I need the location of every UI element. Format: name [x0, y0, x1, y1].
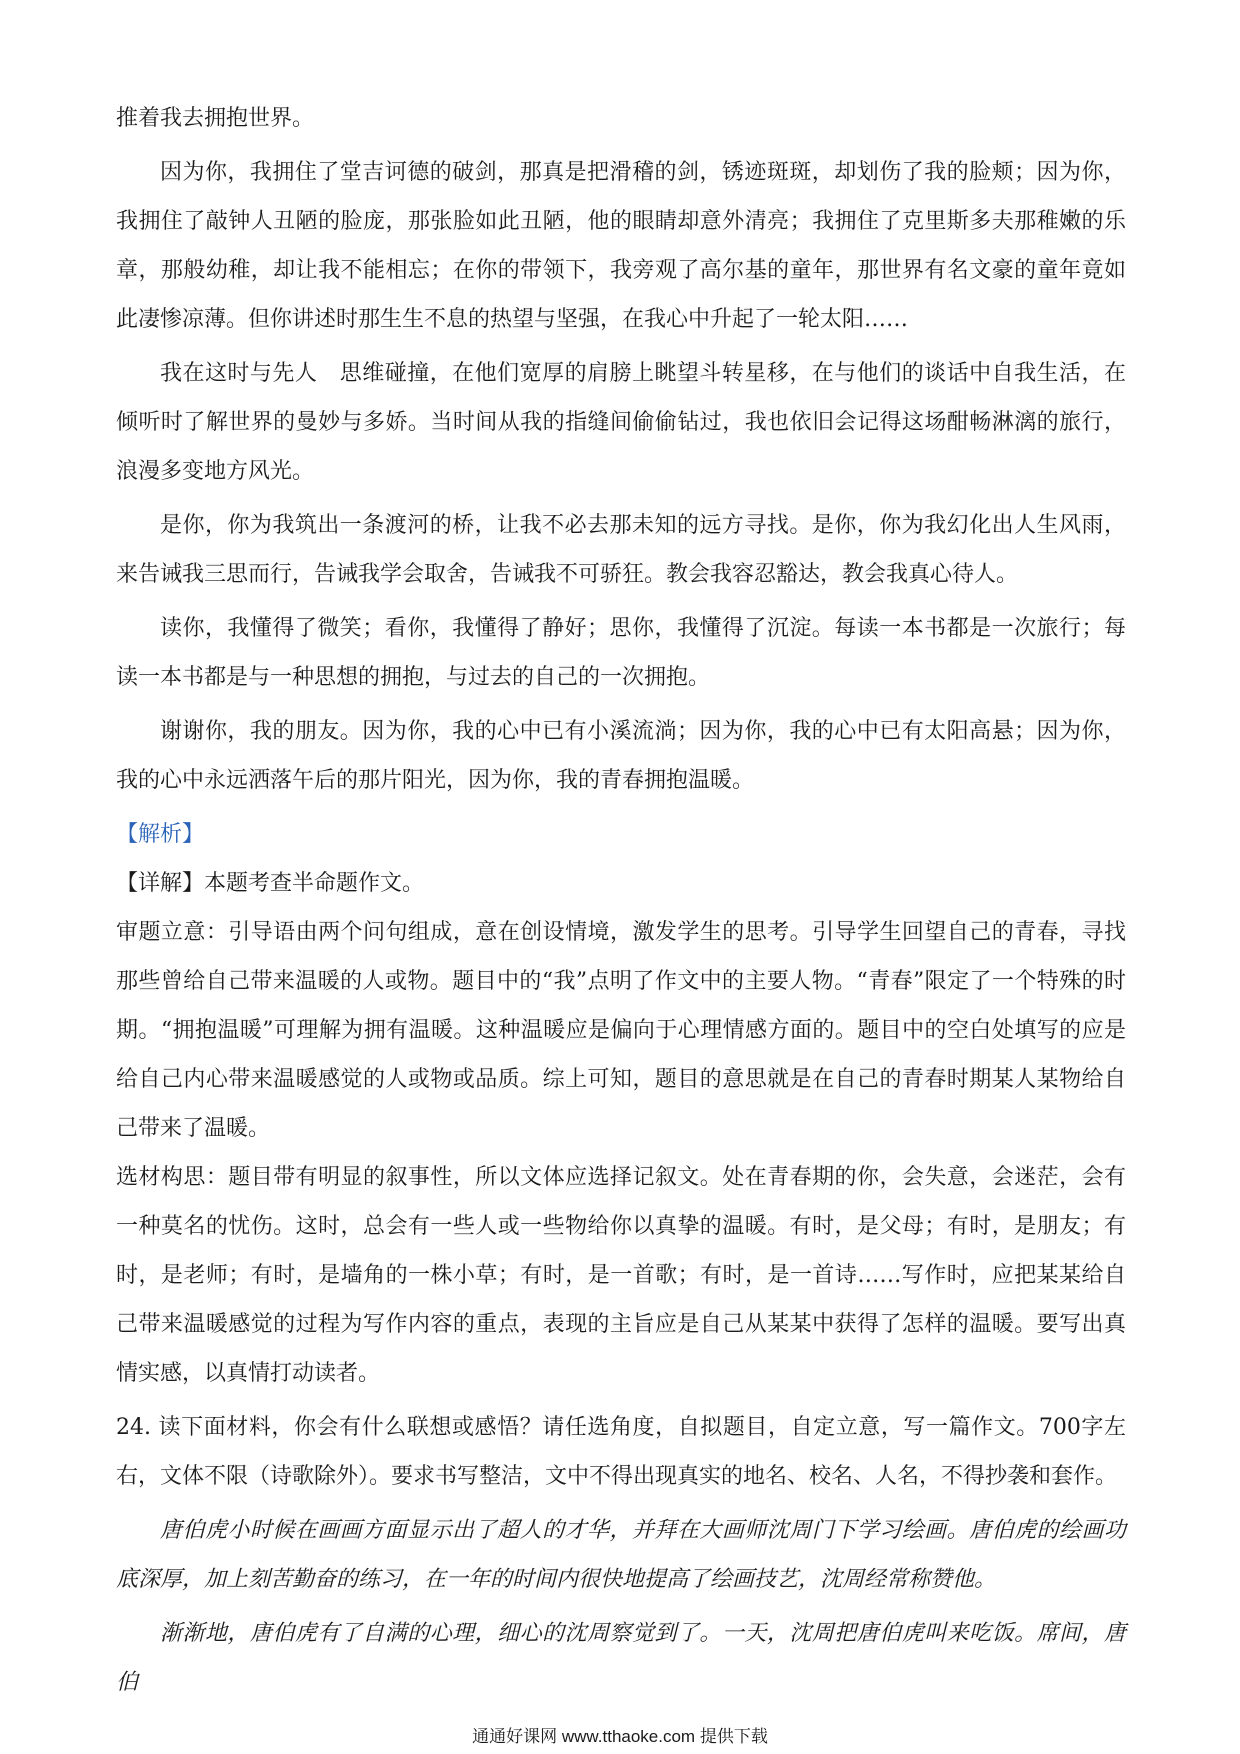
essay-paragraph: 我在这时与先人 思维碰撞，在他们宽厚的肩膀上眺望斗转星移，在与他们的谈话中自我生活，在倾听时了解世界的曼妙与多娇。当时间从我的指缝间偷偷钻过，我也依旧会记得这场酣畅淋漓的旅行，浪漫多变地方风光。	[116, 361, 1126, 484]
question-24-prompt: 24. 读下面材料，你会有什么联想或感悟？请任选角度，自拟题目，自定立意，写一篇作文。700字左右，文体不限（诗歌除外）。要求书写整洁，文中不得出现真实的地名、校名、人名，不得抄袭和套作。	[116, 1415, 1126, 1489]
page-footer: 通通好课网 www.tthaoke.com 提供下载	[472, 1727, 768, 1746]
analysis-heading: 【解析】	[116, 822, 205, 847]
essay-paragraph: 读你，我懂得了微笑；看你，我懂得了静好；思你，我懂得了沉淀。每读一本书都是一次旅行；每读一本书都是与一种思想的拥抱，与过去的自己的一次拥抱。	[116, 616, 1126, 690]
material-paragraph: 唐伯虎小时候在画画方面显示出了超人的才华，并拜在大画师沈周门下学习绘画。唐伯虎的绘画功底深厚，加上刻苦勤奋的练习，在一年的时间内很快地提高了绘画技艺，沈周经常称赞他。	[116, 1518, 1126, 1592]
material-paragraph: 渐渐地，唐伯虎有了自满的心理，细心的沈周察觉到了。一天，沈周把唐伯虎叫来吃饭。席间，唐伯	[116, 1621, 1126, 1695]
analysis-material: 选材构思：题目带有明显的叙事性，所以文体应选择记叙文。处在青春期的你，会失意，会迷茫，会有一种莫名的忧伤。这时，总会有一些人或一些物给你以真挚的温暖。有时，是父母；有时，是朋友；有时，是老师；有时，是墙角的一株小草；有时，是一首歌；有时，是一首诗……写作时，应把某某给自己带来温暖感觉的过程为写作内容的重点，表现的主旨应是自己从某某中获得了怎样的温暖。要写出真情实感，以真情打动读者。	[116, 1165, 1126, 1386]
essay-paragraph: 因为你，我拥住了堂吉诃德的破剑，那真是把滑稽的剑，锈迹斑斑，却划伤了我的脸颊；因为你，我拥住了敲钟人丑陋的脸庞，那张脸如此丑陋，他的眼睛却意外清亮；我拥住了克里斯多夫那稚嫩的乐章，那般幼稚，却让我不能相忘；在你的带领下，我旁观了高尔基的童年，那世界有名文豪的童年竟如此凄惨凉薄。但你讲述时那生生不息的热望与坚强，在我心中升起了一轮太阳……	[116, 160, 1126, 332]
analysis-detail: 【详解】本题考查半命题作文。	[116, 871, 425, 896]
essay-paragraph: 谢谢你，我的朋友。因为你，我的心中已有小溪流淌；因为你，我的心中已有太阳高悬；因为你，我的心中永远洒落午后的那片阳光，因为你，我的青春拥抱温暖。	[116, 719, 1126, 793]
essay-paragraph: 是你，你为我筑出一条渡河的桥，让我不必去那未知的远方寻找。是你，你为我幻化出人生风雨，来告诫我三思而行，告诫我学会取舍，告诫我不可骄狂。教会我容忍豁达，教会我真心待人。	[116, 513, 1126, 587]
analysis-topic: 审题立意：引导语由两个问句组成，意在创设情境，激发学生的思考。引导学生回望自己的青春，寻找那些曾给自己带来温暖的人或物。题目中的“我”点明了作文中的主要人物。“青春”限定了一个特殊的时期。“拥抱温暖”可理解为拥有温暖。这种温暖应是偏向于心理情感方面的。题目中的空白处填写的应是给自己内心带来温暖感觉的人或物或品质。综上可知，题目的意思就是在自己的青春时期某人某物给自己带来了温暖。	[116, 920, 1126, 1141]
document-page	[116, 94, 1126, 1707]
essay-paragraph: 推着我去拥抱世界。	[116, 106, 315, 131]
